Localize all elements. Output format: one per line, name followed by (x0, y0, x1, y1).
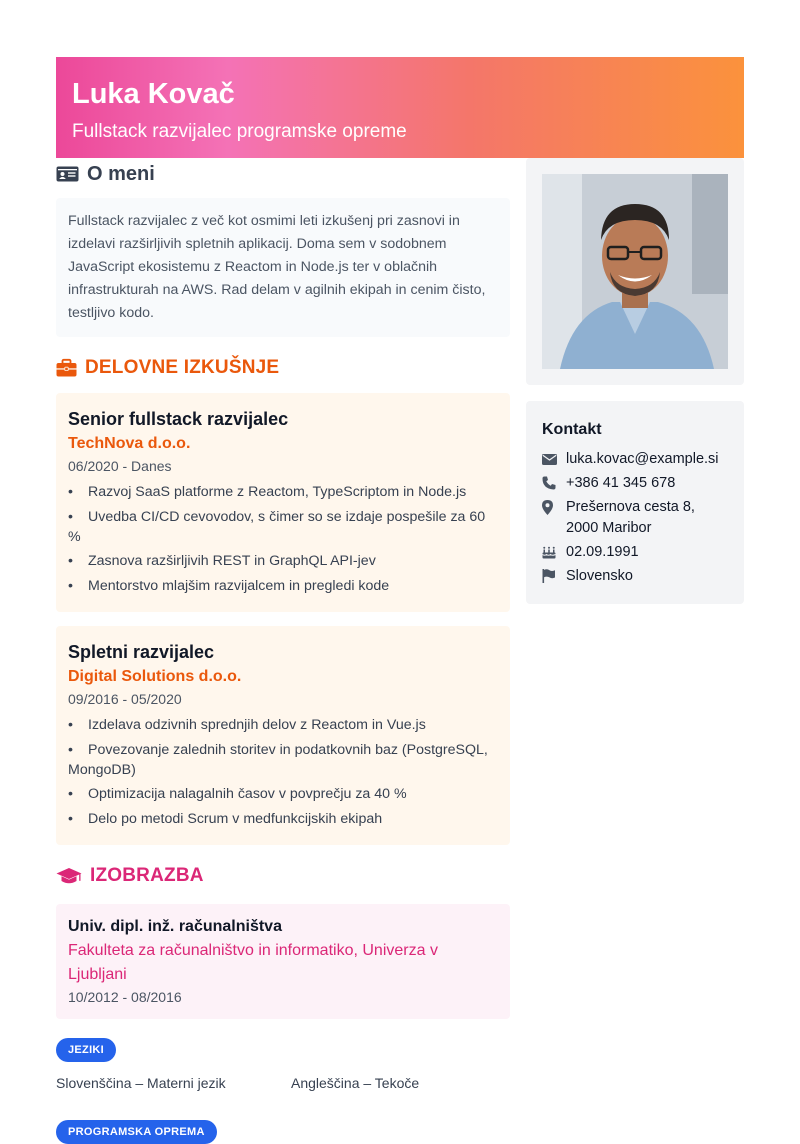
job-duty: • Povezovanje zalednih storitev in podatkovnih baz (PostgreSQL, MongoDB) (68, 740, 498, 780)
profile-photo (542, 174, 728, 369)
job-title: Senior fullstack razvijalec (68, 409, 289, 429)
about-heading (56, 158, 510, 190)
address-line: Prešernova cesta 8, (566, 499, 695, 515)
job-title: Spletni razvijalec (68, 642, 215, 662)
photo-card (526, 158, 744, 385)
job-duty: • Razvoj SaaS platforme z Reactom, TypeScriptom in Node.js (68, 482, 498, 502)
contact-birthdate (542, 542, 728, 563)
sidebar (526, 158, 744, 604)
job-duty: • Uvedba CI/CD cevovodov, s čimer so se izdaje pospešile za 60 % (68, 507, 498, 547)
main-column (56, 158, 510, 1019)
envelope-icon (542, 454, 557, 465)
software-badge: PROGRAMSKA OPREMA (56, 1120, 217, 1144)
address-text (566, 497, 695, 538)
header-banner (56, 57, 744, 158)
contact-title: Kontakt (542, 421, 602, 438)
job-company: TechNova d.o.o. (68, 435, 191, 452)
phone-text[interactable]: +386 41 345 678 (566, 475, 676, 491)
email-text[interactable]: luka.kovac@example.si (566, 451, 719, 467)
job-duty: • Delo po metodi Scrum v medfunkcijskih ekipah (68, 809, 498, 829)
country-text: Slovensko (566, 567, 633, 584)
job-duties (68, 715, 498, 829)
contact-address (542, 497, 728, 538)
education-title: IZOBRAZBA (90, 865, 204, 886)
education-heading (56, 863, 510, 889)
id-card-icon (56, 166, 79, 182)
education-dates: 10/2012 - 08/2016 (68, 989, 182, 1005)
contact-country (542, 566, 728, 587)
job-duty: • Optimizacija nalagalnih časov v povprečju za 40 % (68, 784, 498, 804)
person-name: Luka Kovač (72, 78, 235, 110)
map-pin-icon (542, 500, 553, 515)
contact-email (542, 449, 728, 470)
job-duty: • Izdelava odzivnih sprednjih delov z Reactom in Vue.js (68, 715, 498, 735)
briefcase-icon (56, 359, 77, 377)
education-entry (56, 904, 510, 1019)
job-dates: 09/2016 - 05/2020 (68, 691, 182, 707)
job-duty: • Mentorstvo mlajšim razvijalcem in pregledi kode (68, 576, 498, 596)
job-company: Digital Solutions d.o.o. (68, 668, 242, 685)
birthdate-text: 02.09.1991 (566, 543, 639, 560)
contact-phone (542, 473, 728, 494)
job-dates: 06/2020 - Danes (68, 458, 172, 474)
cake-icon (542, 545, 556, 559)
flag-icon (542, 569, 555, 583)
experience-heading (56, 355, 510, 381)
job-entry (56, 393, 510, 612)
address-line: 2000 Maribor (566, 519, 652, 536)
education-school: Fakulteta za računalništvo in informatiko, Univerza v Ljubljani (68, 942, 438, 983)
graduation-cap-icon (56, 867, 82, 886)
about-title: O meni (87, 162, 155, 185)
job-duties (68, 482, 498, 596)
languages-badge: JEZIKI (56, 1038, 116, 1062)
phone-icon (542, 476, 556, 490)
languages-list (56, 1075, 419, 1091)
contact-card (526, 401, 744, 604)
job-entry (56, 626, 510, 845)
language-item: Slovenščina – Materni jezik (56, 1075, 226, 1091)
experience-title: DELOVNE IZKUŠNJE (85, 357, 280, 378)
person-role: Fullstack razvijalec programske opreme (72, 121, 407, 142)
job-duty: • Zasnova razširljivih REST in GraphQL API-jev (68, 551, 498, 571)
language-item: Angleščina – Tekoče (291, 1075, 420, 1091)
education-degree: Univ. dipl. inž. računalništva (68, 918, 282, 935)
about-text: Fullstack razvijalec z več kot osmimi leti izkušenj pri zasnovi in izdelavi razširljivih spletnih aplikacij. Doma sem v sodobnem JavaScript ekosistemu z Reactom in Node.js ter v oblačnih infrastrukturah na AWS. Rad delam v agilnih ekipah in cenim čisto, testljivo kodo. (56, 198, 510, 337)
